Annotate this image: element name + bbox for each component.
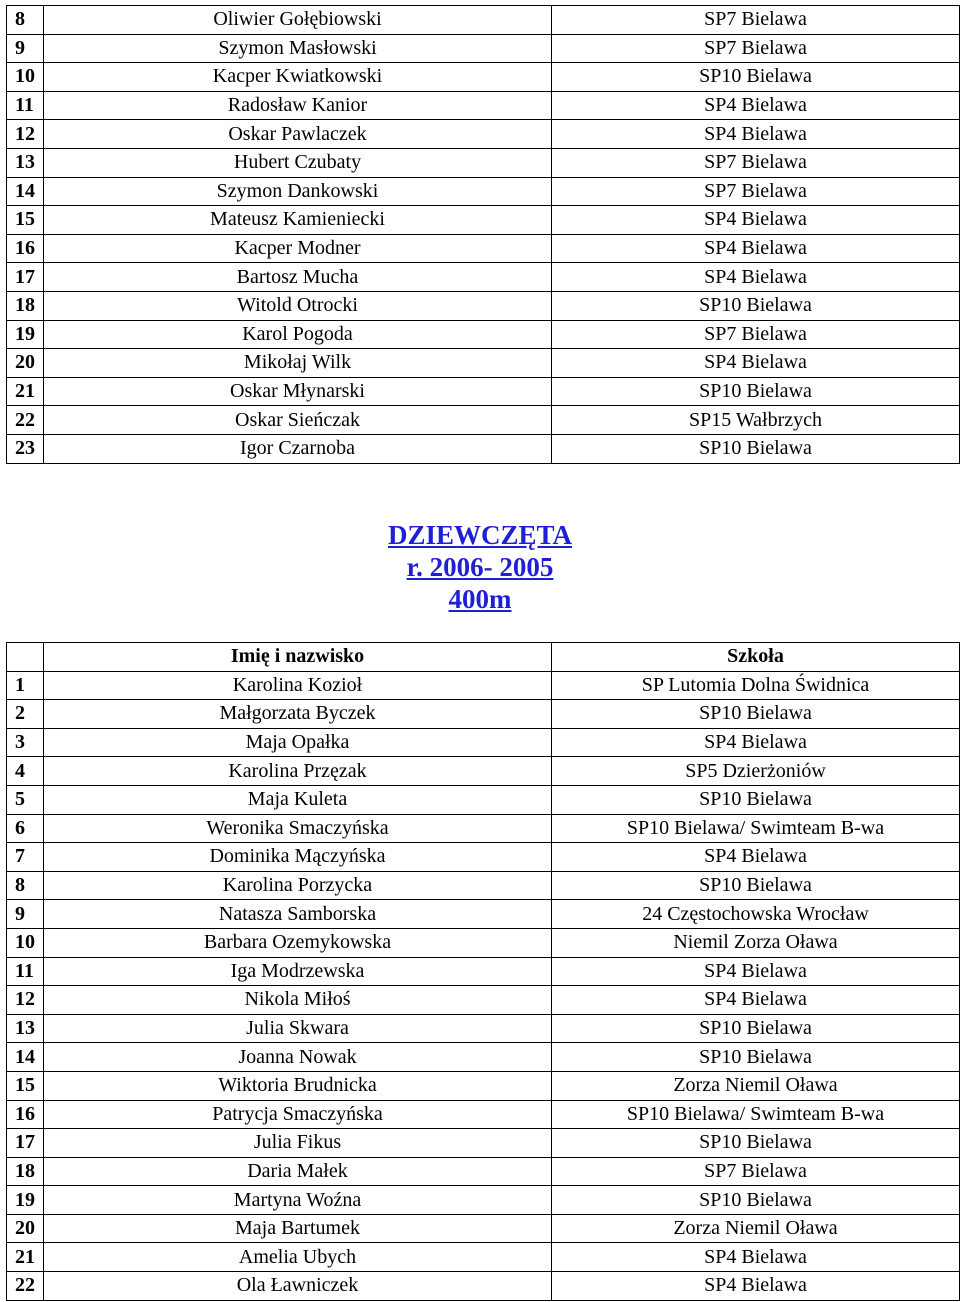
school-name: Zorza Niemil Oława [552,1071,960,1100]
school-name: SP4 Bielawa [552,728,960,757]
school-name: SP10 Bielawa [552,1186,960,1215]
table-row [7,91,960,120]
participant-name: Amelia Ubych [44,1243,552,1272]
participant-name: Dominika Mączyńska [44,843,552,872]
participant-name: Iga Modrzewska [44,957,552,986]
participant-name: Kacper Modner [44,234,552,263]
school-name: SP10 Bielawa [552,291,960,320]
school-name: SP7 Bielawa [552,34,960,63]
row-number: 19 [7,320,44,349]
school-name: Niemil Zorza Oława [552,928,960,957]
participant-name: Maja Bartumek [44,1214,552,1243]
table-row [7,700,960,729]
participant-name: Maja Opałka [44,728,552,757]
school-name: SP10 Bielawa [552,785,960,814]
school-name: 24 Częstochowska Wrocław [552,900,960,929]
participant-name: Natasza Samborska [44,900,552,929]
row-number: 8 [7,871,44,900]
school-name: SP4 Bielawa [552,206,960,235]
participant-name: Martyna Woźna [44,1186,552,1215]
table-row [7,234,960,263]
participant-name: Barbara Ozemykowska [44,928,552,957]
row-number: 5 [7,785,44,814]
results-table-body [7,6,960,464]
section-title: DZIEWCZĘTA [387,520,573,550]
school-name: SP7 Bielawa [552,6,960,35]
row-number: 19 [7,1186,44,1215]
row-number: 20 [7,349,44,378]
school-name: SP7 Bielawa [552,1157,960,1186]
participant-name: Oskar Młynarski [44,377,552,406]
participant-name: Weronika Smaczyńska [44,814,552,843]
table-row [7,728,960,757]
table-row [7,1129,960,1158]
row-number: 10 [7,63,44,92]
participant-name: Hubert Czubaty [44,148,552,177]
school-name: SP5 Dzierżoniów [552,757,960,786]
participant-name: Kacper Kwiatkowski [44,63,552,92]
participant-name: Oliwier Gołębiowski [44,6,552,35]
school-name: SP7 Bielawa [552,148,960,177]
table-row [7,957,960,986]
row-number: 11 [7,91,44,120]
participant-name: Witold Otrocki [44,291,552,320]
school-name: SP4 Bielawa [552,986,960,1015]
participant-name: Patrycja Smaczyńska [44,1100,552,1129]
participant-name: Karolina Porzycka [44,871,552,900]
row-number: 9 [7,900,44,929]
table-row [7,1214,960,1243]
table-row [7,1014,960,1043]
school-name: SP4 Bielawa [552,349,960,378]
school-name: SP7 Bielawa [552,320,960,349]
row-number: 21 [7,377,44,406]
school-name: SP10 Bielawa [552,700,960,729]
school-name: SP10 Bielawa [552,63,960,92]
table-row [7,671,960,700]
table-row [7,1100,960,1129]
row-number: 18 [7,291,44,320]
row-number: 22 [7,406,44,435]
row-number: 6 [7,814,44,843]
table-row [7,928,960,957]
school-name: SP10 Bielawa/ Swimteam B-wa [552,1100,960,1129]
table-row [7,986,960,1015]
table-row [7,263,960,292]
row-number: 23 [7,434,44,463]
participant-name: Joanna Nowak [44,1043,552,1072]
participant-name: Karolina Kozioł [44,671,552,700]
school-name: SP10 Bielawa [552,1043,960,1072]
row-number: 11 [7,957,44,986]
row-number: 9 [7,34,44,63]
table-row [7,377,960,406]
header-name: Imię i nazwisko [44,643,552,672]
school-name: SP7 Bielawa [552,177,960,206]
table-row [7,206,960,235]
row-number: 21 [7,1243,44,1272]
table-row [7,1071,960,1100]
results-table-body [7,671,960,1300]
section-distance: 400m [448,584,512,614]
school-name: SP10 Bielawa [552,1129,960,1158]
school-name: SP4 Bielawa [552,1272,960,1301]
table-row [7,1043,960,1072]
participant-name: Szymon Dankowski [44,177,552,206]
table-row [7,320,960,349]
table-header-row [7,643,960,672]
school-name: SP4 Bielawa [552,234,960,263]
row-number: 15 [7,1071,44,1100]
table-row [7,406,960,435]
school-name: SP10 Bielawa [552,871,960,900]
row-number: 18 [7,1157,44,1186]
row-number: 12 [7,986,44,1015]
participant-name: Oskar Pawlaczek [44,120,552,149]
participant-name: Ola Ławniczek [44,1272,552,1301]
table-row [7,843,960,872]
school-name: SP4 Bielawa [552,957,960,986]
school-name: SP15 Wałbrzych [552,406,960,435]
school-name: SP4 Bielawa [552,843,960,872]
table-row [7,1157,960,1186]
table-row [7,757,960,786]
participant-name: Mateusz Kamieniecki [44,206,552,235]
participant-name: Daria Małek [44,1157,552,1186]
table-row [7,871,960,900]
school-name: SP4 Bielawa [552,263,960,292]
row-number: 14 [7,1043,44,1072]
participant-name: Karol Pogoda [44,320,552,349]
row-number: 1 [7,671,44,700]
participant-name: Oskar Sieńczak [44,406,552,435]
table-row [7,814,960,843]
participant-name: Julia Skwara [44,1014,552,1043]
school-name: SP10 Bielawa [552,377,960,406]
school-name: SP4 Bielawa [552,120,960,149]
participant-name: Maja Kuleta [44,785,552,814]
table-row [7,120,960,149]
table-row [7,34,960,63]
row-number: 22 [7,1272,44,1301]
row-number: 15 [7,206,44,235]
header-number [7,643,44,672]
participant-name: Radosław Kanior [44,91,552,120]
school-name: SP4 Bielawa [552,91,960,120]
participant-name: Bartosz Mucha [44,263,552,292]
participant-name: Julia Fikus [44,1129,552,1158]
row-number: 2 [7,700,44,729]
header-school: Szkoła [552,643,960,672]
row-number: 13 [7,1014,44,1043]
row-number: 16 [7,1100,44,1129]
table-row [7,1243,960,1272]
table-row [7,900,960,929]
row-number: 14 [7,177,44,206]
row-number: 4 [7,757,44,786]
row-number: 17 [7,1129,44,1158]
table-row [7,63,960,92]
row-number: 16 [7,234,44,263]
school-name: SP4 Bielawa [552,1243,960,1272]
table-row [7,434,960,463]
table-row [7,785,960,814]
table-row [7,349,960,378]
row-number: 12 [7,120,44,149]
row-number: 20 [7,1214,44,1243]
results-table-boys [6,5,960,464]
participant-name: Szymon Masłowski [44,34,552,63]
row-number: 3 [7,728,44,757]
table-row [7,291,960,320]
participant-name: Małgorzata Byczek [44,700,552,729]
row-number: 17 [7,263,44,292]
school-name: SP10 Bielawa [552,1014,960,1043]
table-row [7,1186,960,1215]
school-name: Zorza Niemil Oława [552,1214,960,1243]
participant-name: Wiktoria Brudnicka [44,1071,552,1100]
row-number: 13 [7,148,44,177]
participant-name: Nikola Miłoś [44,986,552,1015]
table-row [7,1272,960,1301]
table-row [7,148,960,177]
participant-name: Karolina Przęzak [44,757,552,786]
school-name: SP10 Bielawa/ Swimteam B-wa [552,814,960,843]
participant-name: Mikołaj Wilk [44,349,552,378]
row-number: 7 [7,843,44,872]
table-row [7,6,960,35]
section-years: r. 2006- 2005 [406,552,554,582]
participant-name: Igor Czarnoba [44,434,552,463]
row-number: 8 [7,6,44,35]
results-table-girls [6,642,960,1301]
school-name: SP10 Bielawa [552,434,960,463]
row-number: 10 [7,928,44,957]
table-row [7,177,960,206]
school-name: SP Lutomia Dolna Świdnica [552,671,960,700]
